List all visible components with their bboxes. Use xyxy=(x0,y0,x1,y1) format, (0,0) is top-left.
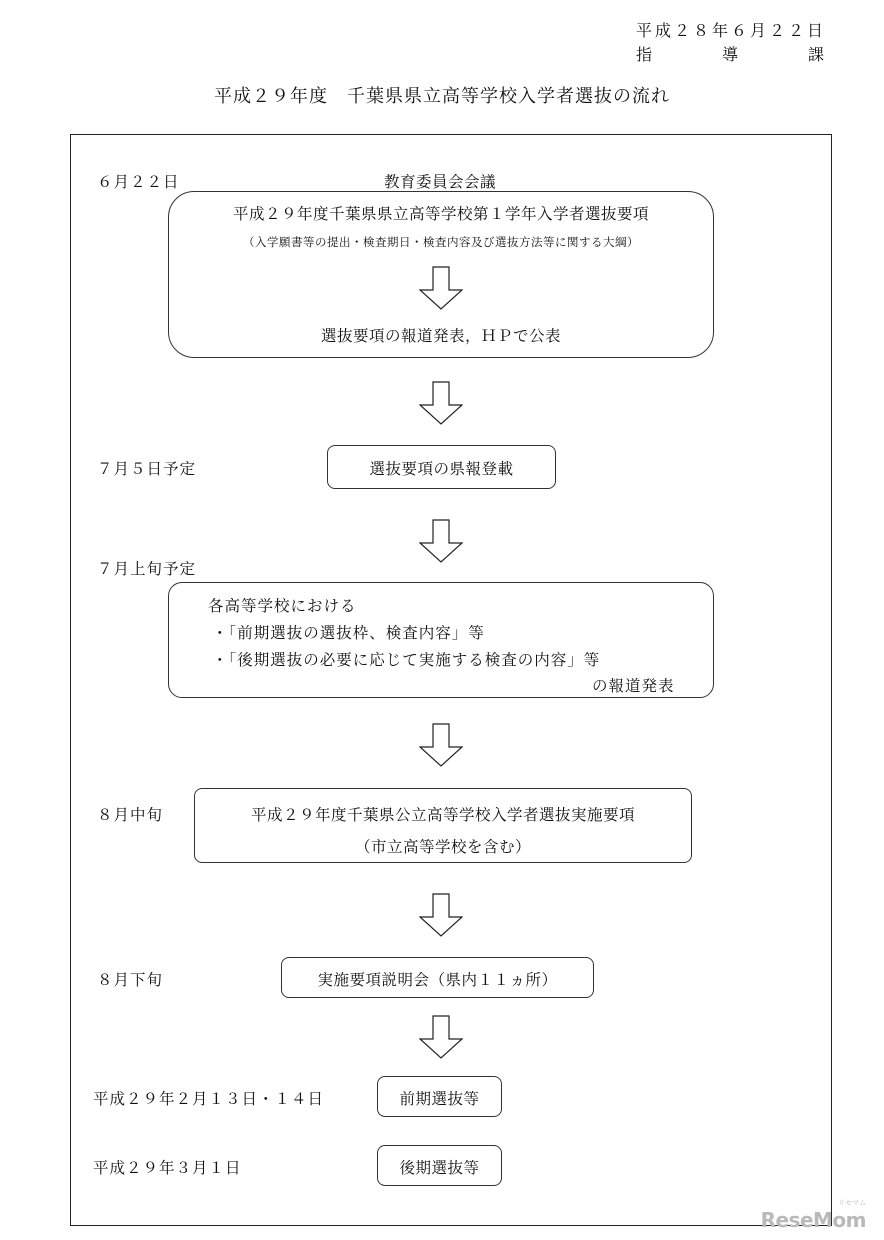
flow-arrow-icon xyxy=(419,893,463,937)
watermark-subtext: リセマム xyxy=(838,1199,866,1207)
step-text: 平成２９年度千葉県公立高等学校入学者選抜実施要項 xyxy=(250,806,635,824)
step-text: 実施要項説明会（県内１１ヵ所） xyxy=(317,971,558,989)
step-text: 後期選抜等 xyxy=(399,1159,480,1177)
step-date: ８月中旬 xyxy=(97,806,164,824)
step-text: 各高等学校における xyxy=(208,597,357,615)
step-text: の報道発表 xyxy=(592,677,675,695)
step-subtext: （入学願書等の提出・検査期日・検査内容及び選抜方法等に関する大綱） xyxy=(243,235,639,249)
flow-arrow-icon xyxy=(419,723,463,767)
department-char: 指 xyxy=(636,45,653,64)
flow-arrow-icon xyxy=(419,381,463,425)
step-text: ・「前期選抜の選抜枠、検査内容」等 xyxy=(212,624,485,642)
step-date: ６月２２日 xyxy=(97,173,180,191)
flow-arrow-icon xyxy=(419,1015,463,1059)
step-date: 平成２９年３月１日 xyxy=(93,1159,242,1177)
page-title: 平成２９年度 千葉県県立高等学校入学者選抜の流れ xyxy=(214,86,670,107)
step-text: 平成２９年度千葉県県立高等学校第１学年入学者選抜要項 xyxy=(232,205,649,223)
department-name xyxy=(636,42,824,65)
step-text: 選抜要項の報道発表，ＨＰで公表 xyxy=(320,327,561,345)
step-date: ７月５日予定 xyxy=(97,460,197,478)
step-text: 前期選抜等 xyxy=(399,1090,480,1108)
step-date: ７月上旬予定 xyxy=(97,560,197,578)
document-date: 平成２８年６月２２日 xyxy=(636,21,827,40)
department-char: 課 xyxy=(807,45,824,64)
step-heading: 教育委員会会議 xyxy=(383,173,496,191)
resemom-watermark-logo: ReseMom xyxy=(760,1208,866,1232)
step-text: ・「後期選抜の必要に応じて実施する検査の内容」等 xyxy=(212,651,601,669)
step-date: ８月下旬 xyxy=(97,971,164,989)
step-text: 選抜要項の県報登載 xyxy=(369,460,514,478)
step-text: （市立高等学校を含む） xyxy=(354,838,531,856)
flow-arrow-icon xyxy=(419,266,463,310)
step-date: 平成２９年２月１３日・１４日 xyxy=(93,1090,325,1108)
flow-arrow-icon xyxy=(419,519,463,563)
department-char: 導 xyxy=(721,45,738,64)
